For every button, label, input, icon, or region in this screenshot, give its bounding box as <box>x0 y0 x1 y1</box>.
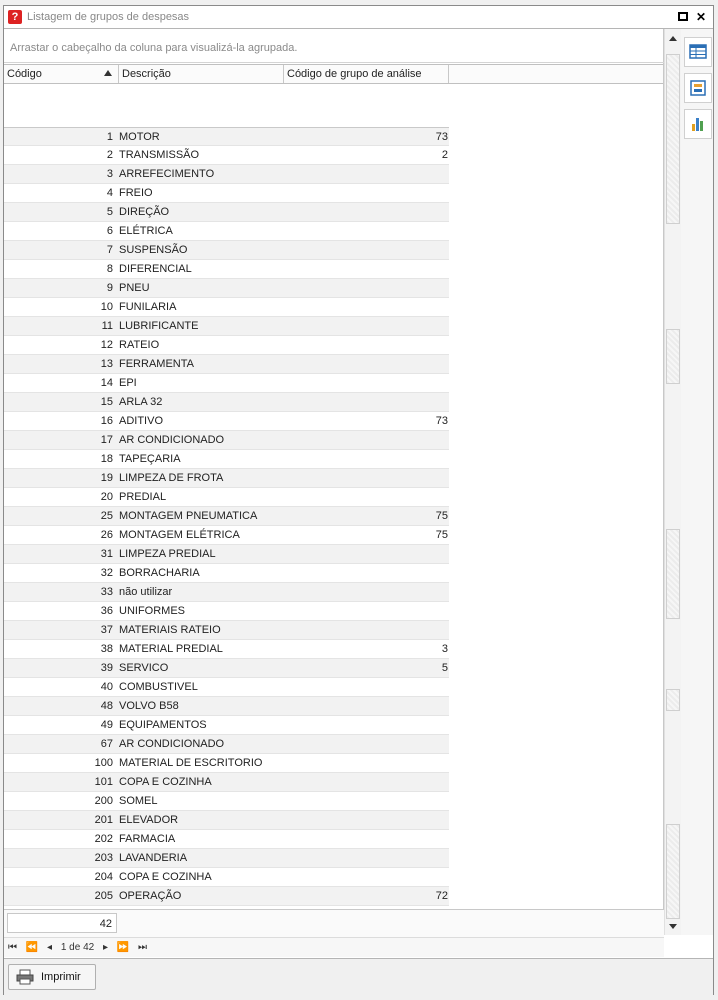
cell-analysis-group: 2 <box>441 149 448 161</box>
table-row[interactable] <box>4 279 449 298</box>
cell-analysis-group: 75 <box>435 529 448 541</box>
cell-code: 14 <box>100 377 113 389</box>
cell-code: 18 <box>100 453 113 465</box>
cell-analysis-group <box>284 868 449 886</box>
cell-code: 31 <box>100 548 113 560</box>
cell-code: 9 <box>106 282 113 294</box>
cell-description: ELÉTRICA <box>119 225 173 237</box>
form-view-button[interactable] <box>684 73 712 103</box>
cell-analysis-group <box>284 564 449 582</box>
print-button[interactable] <box>8 964 96 990</box>
cell-code: 20 <box>100 491 113 503</box>
cell-description: EQUIPAMENTOS <box>119 719 207 731</box>
table-row[interactable] <box>4 545 449 564</box>
group-by-panel[interactable] <box>4 29 664 63</box>
table-row[interactable] <box>4 203 449 222</box>
cell-analysis-group <box>284 241 449 259</box>
sort-ascending-icon <box>104 70 112 76</box>
cell-code: 67 <box>100 738 113 750</box>
table-row[interactable] <box>4 526 449 545</box>
cell-description: ARREFECIMENTO <box>119 168 215 180</box>
cell-analysis-group <box>284 469 449 487</box>
column-header-analysis-group[interactable] <box>284 65 449 83</box>
cell-analysis-group <box>284 203 449 221</box>
cell-code: 17 <box>100 434 113 446</box>
view-switcher <box>681 29 713 935</box>
cell-analysis-group <box>284 678 449 696</box>
table-row[interactable] <box>4 488 449 507</box>
vertical-scrollbar[interactable] <box>664 29 681 935</box>
cell-code: 38 <box>100 643 113 655</box>
cell-code: 100 <box>94 757 113 769</box>
column-header-code-label: Código <box>7 68 42 80</box>
cell-analysis-group <box>284 374 449 392</box>
app-logo-icon: ? <box>8 10 22 24</box>
cell-code: 37 <box>100 624 113 636</box>
table-row[interactable] <box>4 602 449 621</box>
cell-description: MATERIAL PREDIAL <box>119 643 223 655</box>
table-row[interactable] <box>4 507 449 526</box>
cell-code: 203 <box>94 852 113 864</box>
cell-description: DIFERENCIAL <box>119 263 192 275</box>
cell-analysis-group <box>284 545 449 563</box>
cell-description: LIMPEZA PREDIAL <box>119 548 216 560</box>
prev-page-fast-icon[interactable]: ⏪ <box>25 942 39 953</box>
cell-analysis-group <box>284 602 449 620</box>
table-row[interactable] <box>4 260 449 279</box>
cell-description: não utilizar <box>119 586 173 598</box>
cell-analysis-group: 73 <box>435 131 448 143</box>
scroll-track-segment <box>666 329 680 384</box>
table-row[interactable] <box>4 583 449 602</box>
cell-code: 36 <box>100 605 113 617</box>
cell-analysis-group <box>284 393 449 411</box>
cell-description: RATEIO <box>119 339 160 351</box>
cell-code: 19 <box>100 472 113 484</box>
cell-description: LAVANDERIA <box>119 852 188 864</box>
table-row[interactable] <box>4 469 449 488</box>
cell-description: UNIFORMES <box>119 605 185 617</box>
table-row[interactable] <box>4 678 449 697</box>
printer-icon <box>16 969 34 985</box>
cell-description: AR CONDICIONADO <box>119 434 225 446</box>
table-row[interactable] <box>4 735 449 754</box>
cell-analysis-group <box>284 621 449 639</box>
cell-description: PNEU <box>119 282 150 294</box>
table-row[interactable] <box>4 564 449 583</box>
cell-code: 48 <box>100 700 113 712</box>
cell-code: 10 <box>100 301 113 313</box>
cell-analysis-group <box>284 317 449 335</box>
cell-description: COMBUSTIVEL <box>119 681 198 693</box>
cell-description: OPERAÇÃO <box>119 890 182 902</box>
cell-description: FREIO <box>119 187 153 199</box>
data-grid <box>4 29 664 953</box>
cell-description: DIREÇÃO <box>119 206 170 218</box>
cell-analysis-group <box>284 431 449 449</box>
table-row[interactable] <box>4 222 449 241</box>
cell-description: MONTAGEM ELÉTRICA <box>119 529 240 541</box>
cell-description: ARLA 32 <box>119 396 163 408</box>
scroll-thumb[interactable] <box>666 54 680 224</box>
cell-description: MONTAGEM PNEUMATICA <box>119 510 258 522</box>
table-row[interactable] <box>4 165 449 184</box>
cell-code: 32 <box>100 567 113 579</box>
scroll-track-segment <box>666 689 680 711</box>
table-row[interactable] <box>4 317 449 336</box>
table-row[interactable] <box>4 298 449 317</box>
scroll-up-icon[interactable] <box>669 36 677 41</box>
cell-code: 200 <box>94 795 113 807</box>
cell-code: 49 <box>100 719 113 731</box>
table-row[interactable] <box>4 811 449 830</box>
cell-description: MATERIAIS RATEIO <box>119 624 221 636</box>
cell-analysis-group: 73 <box>435 415 448 427</box>
cell-code: 25 <box>100 510 113 522</box>
restore-icon[interactable] <box>676 10 690 24</box>
table-row[interactable] <box>4 621 449 640</box>
scroll-track-segment <box>666 824 680 919</box>
column-header-row <box>4 64 663 84</box>
cell-code: 11 <box>101 320 113 332</box>
grid-view-icon <box>685 38 711 66</box>
last-page-icon[interactable]: ⏭ <box>138 942 148 953</box>
first-page-icon[interactable]: ⏮ <box>8 942 17 953</box>
column-header-description[interactable] <box>119 65 284 83</box>
cell-code: 39 <box>100 662 113 674</box>
cell-description: VOLVO B58 <box>119 700 179 712</box>
pager <box>8 941 153 955</box>
cell-analysis-group <box>284 222 449 240</box>
cell-code: 16 <box>100 415 113 427</box>
table-row[interactable] <box>4 659 449 678</box>
cell-analysis-group: 5 <box>441 662 448 674</box>
cell-code: 13 <box>100 358 113 370</box>
cell-analysis-group <box>284 488 449 506</box>
main-window <box>3 5 714 995</box>
cell-code: 12 <box>100 339 113 351</box>
cell-description: LIMPEZA DE FROTA <box>119 472 224 484</box>
cell-description: TRANSMISSÃO <box>119 149 200 161</box>
cell-analysis-group <box>284 583 449 601</box>
table-row[interactable] <box>4 241 449 260</box>
cell-analysis-group <box>284 298 449 316</box>
table-row[interactable] <box>4 127 449 146</box>
table-row[interactable] <box>4 849 449 868</box>
next-page-fast-icon[interactable]: ⏩ <box>116 942 130 953</box>
form-view-icon <box>685 74 711 102</box>
table-row[interactable] <box>4 716 449 735</box>
cell-analysis-group <box>284 811 449 829</box>
cell-analysis-group <box>284 830 449 848</box>
cell-description: FERRAMENTA <box>119 358 194 370</box>
cell-description: AR CONDICIONADO <box>119 738 225 750</box>
cell-code: 26 <box>100 529 113 541</box>
cell-analysis-group <box>284 450 449 468</box>
table-row[interactable] <box>4 754 449 773</box>
window-title: Listagem de grupos de despesas <box>27 11 190 23</box>
cell-description: FUNILARIA <box>119 301 177 313</box>
page-indicator: 1 de 42 <box>60 942 95 953</box>
table-row[interactable] <box>4 393 449 412</box>
cell-analysis-group <box>284 336 449 354</box>
title-bar <box>4 6 713 29</box>
cell-analysis-group: 3 <box>441 643 448 655</box>
close-icon[interactable]: ✕ <box>695 10 707 24</box>
table-row[interactable] <box>4 868 449 887</box>
cell-analysis-group <box>284 165 449 183</box>
cell-analysis-group <box>284 773 449 791</box>
cell-description: MOTOR <box>119 131 160 143</box>
table-row[interactable] <box>4 887 449 906</box>
table-row[interactable] <box>4 431 449 450</box>
next-page-icon[interactable]: ▸ <box>102 942 109 953</box>
cell-code: 40 <box>100 681 113 693</box>
cell-description: MATERIAL DE ESCRITORIO <box>119 757 263 769</box>
cell-code: 205 <box>94 890 113 902</box>
cell-analysis-group <box>284 697 449 715</box>
cell-code: 2 <box>106 149 113 161</box>
cell-code: 33 <box>100 586 113 598</box>
grid-rows <box>4 127 449 925</box>
grid-footer <box>4 909 664 937</box>
cell-analysis-group <box>284 849 449 867</box>
cell-description: SERVICO <box>119 662 169 674</box>
column-header-description-label: Descrição <box>122 68 171 80</box>
cell-analysis-group <box>284 355 449 373</box>
cell-description: SOMEL <box>119 795 158 807</box>
cell-analysis-group <box>284 754 449 772</box>
table-row[interactable] <box>4 450 449 469</box>
cell-description: COPA E COZINHA <box>119 871 212 883</box>
cell-code: 6 <box>106 225 113 237</box>
cell-description: PREDIAL <box>119 491 167 503</box>
table-row[interactable] <box>4 374 449 393</box>
cell-code: 204 <box>94 871 113 883</box>
chart-view-button[interactable] <box>684 109 712 139</box>
print-button-label: Imprimir <box>41 971 81 983</box>
column-header-analysis-group-label: Código de grupo de análise <box>287 68 422 80</box>
cell-description: SUSPENSÃO <box>119 244 188 256</box>
table-row[interactable] <box>4 146 449 165</box>
table-row[interactable] <box>4 773 449 792</box>
prev-page-icon[interactable]: ◂ <box>47 942 53 953</box>
cell-code: 3 <box>106 168 113 180</box>
cell-analysis-group: 75 <box>435 510 448 522</box>
cell-analysis-group <box>284 716 449 734</box>
table-row[interactable] <box>4 640 449 659</box>
cell-description: LUBRIFICANTE <box>119 320 199 332</box>
cell-code: 201 <box>94 814 113 826</box>
record-count: 42 <box>7 913 117 933</box>
table-row[interactable] <box>4 830 449 849</box>
cell-analysis-group: 72 <box>435 890 448 902</box>
cell-description: ADITIVO <box>119 415 164 427</box>
cell-description: EPI <box>119 377 137 389</box>
cell-code: 1 <box>106 131 113 143</box>
cell-code: 7 <box>106 244 113 256</box>
grid-blank-area <box>4 84 449 129</box>
table-row[interactable] <box>4 184 449 203</box>
column-header-code[interactable] <box>4 65 119 83</box>
cell-analysis-group <box>284 279 449 297</box>
cell-analysis-group <box>284 792 449 810</box>
cell-description: TAPEÇARIA <box>119 453 181 465</box>
scroll-down-icon[interactable] <box>669 924 677 929</box>
cell-code: 5 <box>106 206 113 218</box>
cell-description: COPA E COZINHA <box>119 776 212 788</box>
pager-bar <box>4 937 664 957</box>
cell-code: 4 <box>106 187 113 199</box>
cell-analysis-group <box>284 260 449 278</box>
table-row[interactable] <box>4 336 449 355</box>
bottom-toolbar <box>4 958 713 995</box>
cell-description: ELEVADOR <box>119 814 179 826</box>
cell-code: 202 <box>94 833 113 845</box>
scroll-track-segment <box>666 529 680 619</box>
cell-analysis-group <box>284 735 449 753</box>
chart-view-icon <box>685 110 711 138</box>
cell-description: BORRACHARIA <box>119 567 200 579</box>
cell-analysis-group <box>284 184 449 202</box>
table-row[interactable] <box>4 412 449 431</box>
grid-view-button[interactable] <box>684 37 712 67</box>
cell-code: 15 <box>100 396 113 408</box>
table-row[interactable] <box>4 697 449 716</box>
table-row[interactable] <box>4 792 449 811</box>
cell-code: 101 <box>94 776 113 788</box>
cell-code: 8 <box>106 263 113 275</box>
group-by-hint: Arrastar o cabeçalho da coluna para visualizá-la agrupada. <box>10 42 298 54</box>
cell-description: FARMACIA <box>119 833 176 845</box>
table-row[interactable] <box>4 355 449 374</box>
